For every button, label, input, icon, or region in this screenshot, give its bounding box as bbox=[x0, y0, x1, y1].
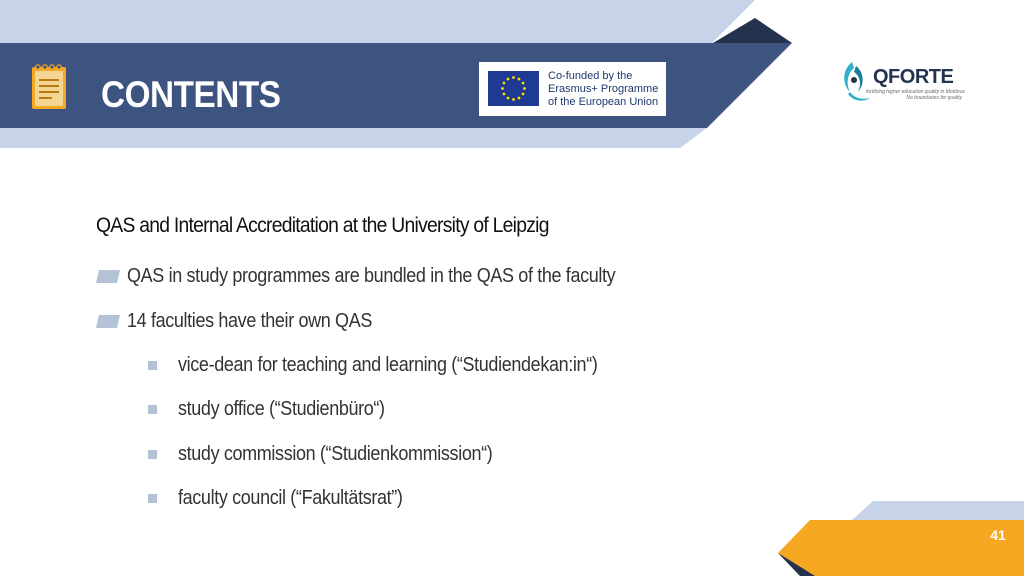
sub-bullet-item bbox=[148, 354, 644, 377]
sub-bullet-item bbox=[148, 487, 428, 510]
eu-star-icon bbox=[501, 87, 504, 90]
eu-text-line: Co-funded by the bbox=[548, 70, 633, 82]
qforte-tagline-line: fortifying higher education quality in Moldova bbox=[866, 89, 965, 95]
eu-text-line: Erasmus+ Programme bbox=[548, 83, 659, 95]
eu-star-icon bbox=[512, 76, 515, 79]
bullet-item bbox=[96, 310, 399, 333]
eu-cofunded-logo bbox=[479, 62, 666, 116]
eu-cofunded-text bbox=[548, 70, 662, 109]
sub-bullet-marker-icon bbox=[148, 361, 157, 370]
eu-star-icon bbox=[522, 82, 525, 85]
eu-star-icon bbox=[503, 93, 506, 96]
sub-bullet-marker-icon bbox=[148, 450, 157, 459]
page-number: 41 bbox=[990, 527, 1006, 543]
slide-title: CONTENTS bbox=[101, 74, 281, 115]
eu-text-line: of the European Union bbox=[548, 96, 659, 108]
footer-orange-lower bbox=[778, 553, 1024, 576]
eu-star-icon bbox=[523, 87, 526, 90]
section-heading: QAS and Internal Accreditation at the University of Leipzig bbox=[96, 214, 549, 237]
header-top-band bbox=[0, 0, 755, 43]
sub-bullet-item bbox=[148, 398, 408, 421]
header-bottom-band bbox=[0, 128, 707, 148]
eu-star-icon bbox=[507, 97, 510, 100]
bullet-marker-icon bbox=[96, 270, 120, 283]
notepad-icon bbox=[28, 62, 72, 112]
sub-bullet-text: study commission (“Studienkommission“) bbox=[178, 443, 493, 465]
eu-star-icon bbox=[518, 78, 521, 81]
bullet-text: 14 faculties have their own QAS bbox=[127, 310, 372, 332]
qforte-name: QFORTE bbox=[873, 66, 954, 88]
sub-bullet-marker-icon bbox=[148, 494, 157, 503]
bullet-item bbox=[96, 265, 670, 288]
eu-star-icon bbox=[503, 82, 506, 85]
eu-star-icon bbox=[518, 97, 521, 100]
sub-bullet-text: faculty council (“Fakultätsrat”) bbox=[178, 487, 403, 509]
bullet-text: QAS in study programmes are bundled in the QAS of the faculty bbox=[127, 265, 616, 287]
qforte-logo bbox=[838, 58, 966, 108]
footer-light-band bbox=[852, 501, 1024, 520]
qforte-tagline-line: No boundaries for quality bbox=[906, 95, 962, 101]
sub-bullet-marker-icon bbox=[148, 405, 157, 414]
qforte-tagline bbox=[866, 89, 965, 101]
eu-star-icon bbox=[507, 78, 510, 81]
bullet-marker-icon bbox=[96, 315, 120, 328]
eu-flag-icon bbox=[488, 71, 539, 106]
eu-star-icon bbox=[522, 93, 525, 96]
sub-bullet-text: study office (“Studienbüro“) bbox=[178, 398, 385, 420]
sub-bullet-text: vice-dean for teaching and learning (“Studiendekan:in“) bbox=[178, 354, 598, 376]
sub-bullet-item bbox=[148, 443, 527, 466]
eu-star-icon bbox=[512, 98, 515, 101]
